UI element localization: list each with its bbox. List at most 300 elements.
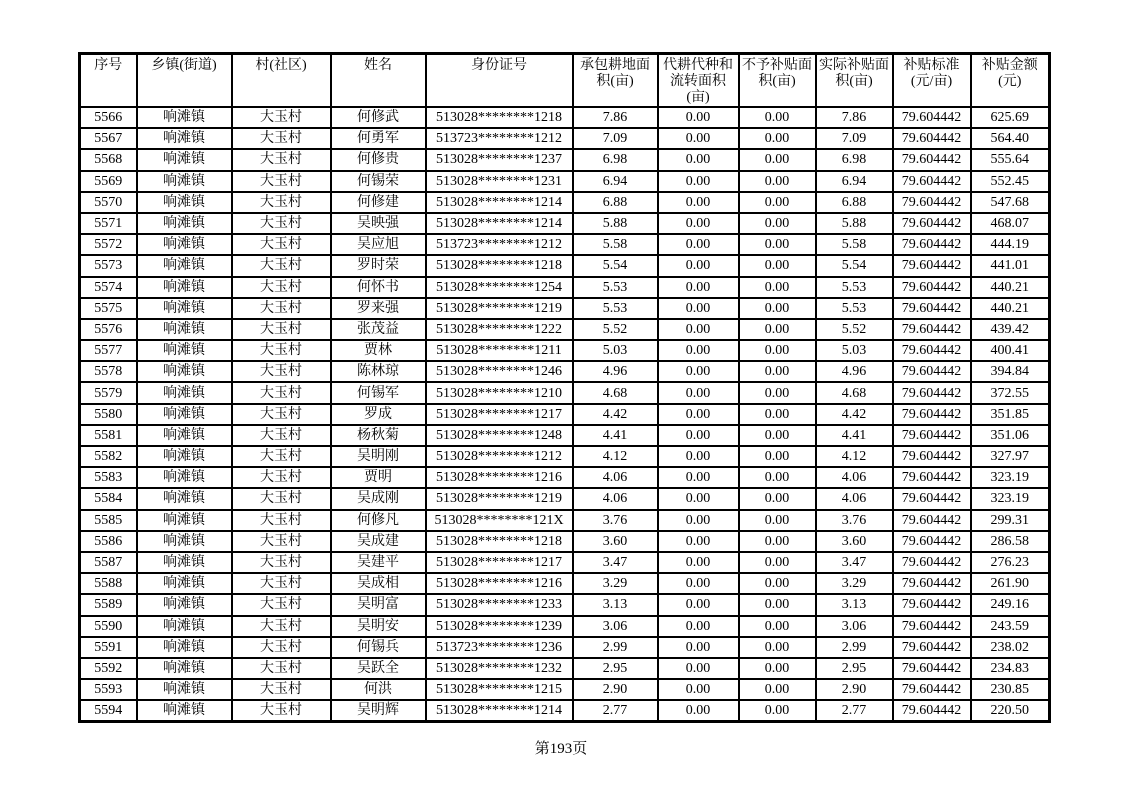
table-row [80, 107, 1050, 128]
cell-name: 吴明刚 [331, 446, 426, 467]
cell-subsidy_rate: 79.604442 [893, 573, 971, 594]
cell-subsidy_rate: 79.604442 [893, 425, 971, 446]
cell-transfer_area: 0.00 [658, 298, 739, 319]
cell-id_number: 513028********1219 [426, 488, 573, 509]
cell-transfer_area: 0.00 [658, 361, 739, 382]
cell-village: 大玉村 [232, 488, 331, 509]
column-header-name: 姓名 [331, 54, 426, 108]
cell-village: 大玉村 [232, 510, 331, 531]
cell-actual_area: 6.98 [816, 149, 893, 170]
cell-name: 吴明安 [331, 616, 426, 637]
cell-id_number: 513028********1210 [426, 382, 573, 403]
cell-township: 响滩镇 [137, 149, 232, 170]
cell-index: 5584 [80, 488, 137, 509]
cell-excluded_area: 0.00 [739, 404, 816, 425]
cell-id_number: 513028********1219 [426, 298, 573, 319]
cell-township: 响滩镇 [137, 573, 232, 594]
cell-id_number: 513028********1232 [426, 658, 573, 679]
cell-transfer_area: 0.00 [658, 149, 739, 170]
cell-contracted_area: 4.06 [573, 467, 658, 488]
cell-village: 大玉村 [232, 149, 331, 170]
cell-subsidy_rate: 79.604442 [893, 149, 971, 170]
cell-transfer_area: 0.00 [658, 573, 739, 594]
cell-contracted_area: 5.88 [573, 213, 658, 234]
cell-index: 5576 [80, 319, 137, 340]
cell-actual_area: 4.96 [816, 361, 893, 382]
cell-transfer_area: 0.00 [658, 319, 739, 340]
cell-township: 响滩镇 [137, 107, 232, 128]
cell-subsidy_amount: 564.40 [971, 128, 1050, 149]
table-row [80, 234, 1050, 255]
cell-actual_area: 5.58 [816, 234, 893, 255]
cell-excluded_area: 0.00 [739, 192, 816, 213]
cell-village: 大玉村 [232, 128, 331, 149]
cell-index: 5581 [80, 425, 137, 446]
cell-contracted_area: 5.54 [573, 255, 658, 276]
cell-subsidy_amount: 299.31 [971, 510, 1050, 531]
cell-actual_area: 4.68 [816, 382, 893, 403]
cell-index: 5566 [80, 107, 137, 128]
cell-township: 响滩镇 [137, 679, 232, 700]
cell-index: 5570 [80, 192, 137, 213]
cell-id_number: 513028********1215 [426, 679, 573, 700]
table-row [80, 510, 1050, 531]
cell-transfer_area: 0.00 [658, 658, 739, 679]
header-row [80, 54, 1050, 108]
cell-village: 大玉村 [232, 679, 331, 700]
cell-name: 何修武 [331, 107, 426, 128]
cell-township: 响滩镇 [137, 298, 232, 319]
column-header-village: 村(社区) [232, 54, 331, 108]
table-row [80, 425, 1050, 446]
cell-index: 5589 [80, 594, 137, 615]
cell-village: 大玉村 [232, 573, 331, 594]
cell-township: 响滩镇 [137, 552, 232, 573]
cell-index: 5592 [80, 658, 137, 679]
cell-contracted_area: 5.53 [573, 277, 658, 298]
cell-village: 大玉村 [232, 361, 331, 382]
cell-name: 罗时荣 [331, 255, 426, 276]
cell-name: 吴成相 [331, 573, 426, 594]
cell-subsidy_amount: 547.68 [971, 192, 1050, 213]
cell-village: 大玉村 [232, 277, 331, 298]
cell-actual_area: 2.77 [816, 700, 893, 722]
cell-subsidy_amount: 555.64 [971, 149, 1050, 170]
cell-actual_area: 2.95 [816, 658, 893, 679]
cell-name: 何怀书 [331, 277, 426, 298]
cell-subsidy_amount: 441.01 [971, 255, 1050, 276]
cell-subsidy_amount: 220.50 [971, 700, 1050, 722]
cell-index: 5569 [80, 171, 137, 192]
cell-transfer_area: 0.00 [658, 488, 739, 509]
cell-name: 贾林 [331, 340, 426, 361]
cell-excluded_area: 0.00 [739, 467, 816, 488]
column-header-subsidy_amount: 补贴金额(元) [971, 54, 1050, 108]
cell-name: 吴成建 [331, 531, 426, 552]
column-header-excluded_area: 不予补贴面积(亩) [739, 54, 816, 108]
cell-transfer_area: 0.00 [658, 404, 739, 425]
cell-contracted_area: 2.90 [573, 679, 658, 700]
cell-name: 吴明辉 [331, 700, 426, 722]
cell-actual_area: 4.06 [816, 488, 893, 509]
cell-actual_area: 2.99 [816, 637, 893, 658]
cell-id_number: 513028********1233 [426, 594, 573, 615]
cell-subsidy_amount: 468.07 [971, 213, 1050, 234]
cell-village: 大玉村 [232, 382, 331, 403]
cell-village: 大玉村 [232, 234, 331, 255]
cell-excluded_area: 0.00 [739, 298, 816, 319]
cell-name: 何锡荣 [331, 171, 426, 192]
cell-subsidy_rate: 79.604442 [893, 255, 971, 276]
cell-village: 大玉村 [232, 700, 331, 722]
cell-actual_area: 3.76 [816, 510, 893, 531]
cell-actual_area: 7.09 [816, 128, 893, 149]
table-row [80, 255, 1050, 276]
cell-township: 响滩镇 [137, 234, 232, 255]
cell-subsidy_rate: 79.604442 [893, 446, 971, 467]
cell-transfer_area: 0.00 [658, 594, 739, 615]
cell-index: 5579 [80, 382, 137, 403]
cell-name: 吴成刚 [331, 488, 426, 509]
cell-township: 响滩镇 [137, 510, 232, 531]
cell-township: 响滩镇 [137, 594, 232, 615]
cell-actual_area: 3.60 [816, 531, 893, 552]
cell-village: 大玉村 [232, 213, 331, 234]
cell-township: 响滩镇 [137, 255, 232, 276]
cell-village: 大玉村 [232, 340, 331, 361]
cell-township: 响滩镇 [137, 446, 232, 467]
cell-village: 大玉村 [232, 425, 331, 446]
cell-id_number: 513723********1236 [426, 637, 573, 658]
cell-excluded_area: 0.00 [739, 255, 816, 276]
cell-id_number: 513028********1237 [426, 149, 573, 170]
cell-index: 5585 [80, 510, 137, 531]
cell-excluded_area: 0.00 [739, 658, 816, 679]
cell-index: 5572 [80, 234, 137, 255]
cell-transfer_area: 0.00 [658, 340, 739, 361]
cell-excluded_area: 0.00 [739, 594, 816, 615]
cell-excluded_area: 0.00 [739, 340, 816, 361]
cell-id_number: 513028********1216 [426, 467, 573, 488]
cell-subsidy_rate: 79.604442 [893, 298, 971, 319]
cell-subsidy_rate: 79.604442 [893, 488, 971, 509]
cell-id_number: 513028********1217 [426, 404, 573, 425]
cell-village: 大玉村 [232, 637, 331, 658]
table-row [80, 171, 1050, 192]
cell-id_number: 513723********1212 [426, 128, 573, 149]
cell-transfer_area: 0.00 [658, 171, 739, 192]
cell-township: 响滩镇 [137, 361, 232, 382]
cell-id_number: 513028********121X [426, 510, 573, 531]
cell-actual_area: 3.13 [816, 594, 893, 615]
cell-contracted_area: 4.12 [573, 446, 658, 467]
cell-index: 5586 [80, 531, 137, 552]
cell-transfer_area: 0.00 [658, 531, 739, 552]
cell-transfer_area: 0.00 [658, 552, 739, 573]
cell-transfer_area: 0.00 [658, 510, 739, 531]
cell-id_number: 513028********1214 [426, 213, 573, 234]
table-row [80, 382, 1050, 403]
cell-excluded_area: 0.00 [739, 446, 816, 467]
cell-township: 响滩镇 [137, 340, 232, 361]
cell-township: 响滩镇 [137, 658, 232, 679]
cell-subsidy_rate: 79.604442 [893, 319, 971, 340]
cell-subsidy_rate: 79.604442 [893, 467, 971, 488]
cell-contracted_area: 3.29 [573, 573, 658, 594]
cell-subsidy_amount: 234.83 [971, 658, 1050, 679]
cell-subsidy_amount: 286.58 [971, 531, 1050, 552]
cell-contracted_area: 7.86 [573, 107, 658, 128]
cell-contracted_area: 3.06 [573, 616, 658, 637]
cell-id_number: 513028********1218 [426, 255, 573, 276]
cell-village: 大玉村 [232, 467, 331, 488]
cell-subsidy_rate: 79.604442 [893, 404, 971, 425]
cell-township: 响滩镇 [137, 319, 232, 340]
cell-actual_area: 6.94 [816, 171, 893, 192]
table-row [80, 149, 1050, 170]
cell-township: 响滩镇 [137, 192, 232, 213]
cell-excluded_area: 0.00 [739, 234, 816, 255]
cell-index: 5573 [80, 255, 137, 276]
table-row [80, 700, 1050, 722]
cell-excluded_area: 0.00 [739, 700, 816, 722]
cell-subsidy_amount: 440.21 [971, 298, 1050, 319]
cell-township: 响滩镇 [137, 637, 232, 658]
cell-subsidy_rate: 79.604442 [893, 531, 971, 552]
cell-subsidy_amount: 327.97 [971, 446, 1050, 467]
cell-subsidy_rate: 79.604442 [893, 552, 971, 573]
cell-township: 响滩镇 [137, 171, 232, 192]
cell-subsidy_amount: 323.19 [971, 488, 1050, 509]
cell-index: 5593 [80, 679, 137, 700]
cell-index: 5588 [80, 573, 137, 594]
cell-name: 何修凡 [331, 510, 426, 531]
cell-id_number: 513028********1222 [426, 319, 573, 340]
cell-subsidy_rate: 79.604442 [893, 277, 971, 298]
cell-township: 响滩镇 [137, 531, 232, 552]
table-row [80, 192, 1050, 213]
cell-excluded_area: 0.00 [739, 128, 816, 149]
cell-excluded_area: 0.00 [739, 107, 816, 128]
table-row [80, 128, 1050, 149]
cell-name: 何锡兵 [331, 637, 426, 658]
table-row [80, 573, 1050, 594]
cell-actual_area: 7.86 [816, 107, 893, 128]
cell-village: 大玉村 [232, 192, 331, 213]
cell-index: 5591 [80, 637, 137, 658]
cell-township: 响滩镇 [137, 488, 232, 509]
column-header-index: 序号 [80, 54, 137, 108]
cell-subsidy_amount: 238.02 [971, 637, 1050, 658]
cell-subsidy_rate: 79.604442 [893, 171, 971, 192]
cell-contracted_area: 4.42 [573, 404, 658, 425]
cell-name: 杨秋菊 [331, 425, 426, 446]
cell-id_number: 513028********1216 [426, 573, 573, 594]
cell-index: 5583 [80, 467, 137, 488]
cell-index: 5594 [80, 700, 137, 722]
cell-id_number: 513028********1231 [426, 171, 573, 192]
cell-subsidy_amount: 243.59 [971, 616, 1050, 637]
cell-township: 响滩镇 [137, 467, 232, 488]
cell-index: 5577 [80, 340, 137, 361]
cell-transfer_area: 0.00 [658, 213, 739, 234]
cell-subsidy_amount: 440.21 [971, 277, 1050, 298]
cell-id_number: 513028********1211 [426, 340, 573, 361]
cell-contracted_area: 5.03 [573, 340, 658, 361]
cell-village: 大玉村 [232, 255, 331, 276]
cell-subsidy_rate: 79.604442 [893, 637, 971, 658]
cell-name: 陈林琼 [331, 361, 426, 382]
cell-subsidy_amount: 249.16 [971, 594, 1050, 615]
cell-transfer_area: 0.00 [658, 446, 739, 467]
cell-subsidy_rate: 79.604442 [893, 213, 971, 234]
cell-index: 5568 [80, 149, 137, 170]
cell-name: 何修建 [331, 192, 426, 213]
table-row [80, 594, 1050, 615]
column-header-contracted_area: 承包耕地面积(亩) [573, 54, 658, 108]
cell-excluded_area: 0.00 [739, 573, 816, 594]
cell-contracted_area: 3.47 [573, 552, 658, 573]
table-row [80, 298, 1050, 319]
table-header [80, 54, 1050, 108]
cell-excluded_area: 0.00 [739, 213, 816, 234]
cell-subsidy_rate: 79.604442 [893, 192, 971, 213]
cell-excluded_area: 0.00 [739, 319, 816, 340]
cell-township: 响滩镇 [137, 128, 232, 149]
cell-id_number: 513028********1246 [426, 361, 573, 382]
cell-village: 大玉村 [232, 446, 331, 467]
cell-id_number: 513028********1218 [426, 107, 573, 128]
cell-subsidy_rate: 79.604442 [893, 382, 971, 403]
cell-subsidy_amount: 351.85 [971, 404, 1050, 425]
cell-contracted_area: 2.99 [573, 637, 658, 658]
cell-subsidy_rate: 79.604442 [893, 594, 971, 615]
cell-village: 大玉村 [232, 171, 331, 192]
cell-subsidy_amount: 439.42 [971, 319, 1050, 340]
cell-excluded_area: 0.00 [739, 149, 816, 170]
cell-index: 5582 [80, 446, 137, 467]
cell-subsidy_amount: 276.23 [971, 552, 1050, 573]
cell-actual_area: 4.06 [816, 467, 893, 488]
cell-excluded_area: 0.00 [739, 171, 816, 192]
cell-subsidy_rate: 79.604442 [893, 658, 971, 679]
cell-subsidy_rate: 79.604442 [893, 700, 971, 722]
column-header-transfer_area: 代耕代种和流转面积(亩) [658, 54, 739, 108]
cell-contracted_area: 5.53 [573, 298, 658, 319]
cell-contracted_area: 4.06 [573, 488, 658, 509]
cell-contracted_area: 4.96 [573, 361, 658, 382]
cell-id_number: 513028********1218 [426, 531, 573, 552]
cell-subsidy_rate: 79.604442 [893, 361, 971, 382]
cell-actual_area: 5.88 [816, 213, 893, 234]
cell-subsidy_rate: 79.604442 [893, 616, 971, 637]
cell-index: 5590 [80, 616, 137, 637]
table-row [80, 552, 1050, 573]
cell-excluded_area: 0.00 [739, 277, 816, 298]
cell-transfer_area: 0.00 [658, 234, 739, 255]
cell-subsidy_amount: 625.69 [971, 107, 1050, 128]
cell-name: 贾明 [331, 467, 426, 488]
cell-actual_area: 3.47 [816, 552, 893, 573]
cell-index: 5567 [80, 128, 137, 149]
cell-village: 大玉村 [232, 319, 331, 340]
cell-actual_area: 3.29 [816, 573, 893, 594]
table-row [80, 404, 1050, 425]
cell-transfer_area: 0.00 [658, 425, 739, 446]
cell-name: 何勇军 [331, 128, 426, 149]
cell-actual_area: 4.12 [816, 446, 893, 467]
cell-contracted_area: 3.60 [573, 531, 658, 552]
cell-village: 大玉村 [232, 298, 331, 319]
cell-name: 吴应旭 [331, 234, 426, 255]
cell-contracted_area: 6.98 [573, 149, 658, 170]
cell-contracted_area: 7.09 [573, 128, 658, 149]
cell-id_number: 513028********1214 [426, 700, 573, 722]
column-header-id_number: 身份证号 [426, 54, 573, 108]
cell-transfer_area: 0.00 [658, 128, 739, 149]
cell-village: 大玉村 [232, 531, 331, 552]
cell-actual_area: 6.88 [816, 192, 893, 213]
cell-subsidy_rate: 79.604442 [893, 340, 971, 361]
cell-contracted_area: 5.52 [573, 319, 658, 340]
cell-village: 大玉村 [232, 552, 331, 573]
cell-id_number: 513723********1212 [426, 234, 573, 255]
cell-transfer_area: 0.00 [658, 637, 739, 658]
cell-transfer_area: 0.00 [658, 107, 739, 128]
table-row [80, 446, 1050, 467]
cell-subsidy_amount: 394.84 [971, 361, 1050, 382]
table-row [80, 467, 1050, 488]
cell-name: 吴映强 [331, 213, 426, 234]
cell-contracted_area: 3.13 [573, 594, 658, 615]
cell-township: 响滩镇 [137, 616, 232, 637]
cell-transfer_area: 0.00 [658, 277, 739, 298]
cell-township: 响滩镇 [137, 425, 232, 446]
cell-transfer_area: 0.00 [658, 382, 739, 403]
subsidy-table [78, 52, 1051, 723]
cell-index: 5587 [80, 552, 137, 573]
cell-excluded_area: 0.00 [739, 382, 816, 403]
cell-id_number: 513028********1254 [426, 277, 573, 298]
cell-subsidy_rate: 79.604442 [893, 234, 971, 255]
page-number: 第193页 [534, 741, 588, 757]
cell-actual_area: 3.06 [816, 616, 893, 637]
cell-name: 吴建平 [331, 552, 426, 573]
cell-index: 5578 [80, 361, 137, 382]
table-row [80, 616, 1050, 637]
table-row [80, 361, 1050, 382]
cell-subsidy_amount: 400.41 [971, 340, 1050, 361]
cell-actual_area: 5.03 [816, 340, 893, 361]
cell-name: 吴明富 [331, 594, 426, 615]
cell-index: 5571 [80, 213, 137, 234]
cell-name: 罗成 [331, 404, 426, 425]
cell-name: 吴跃全 [331, 658, 426, 679]
cell-village: 大玉村 [232, 107, 331, 128]
cell-transfer_area: 0.00 [658, 700, 739, 722]
cell-subsidy_amount: 323.19 [971, 467, 1050, 488]
cell-township: 响滩镇 [137, 277, 232, 298]
cell-subsidy_amount: 552.45 [971, 171, 1050, 192]
cell-index: 5574 [80, 277, 137, 298]
cell-village: 大玉村 [232, 404, 331, 425]
cell-subsidy_amount: 261.90 [971, 573, 1050, 594]
column-header-actual_area: 实际补贴面积(亩) [816, 54, 893, 108]
column-header-township: 乡镇(街道) [137, 54, 232, 108]
cell-village: 大玉村 [232, 594, 331, 615]
cell-excluded_area: 0.00 [739, 361, 816, 382]
cell-subsidy_amount: 372.55 [971, 382, 1050, 403]
